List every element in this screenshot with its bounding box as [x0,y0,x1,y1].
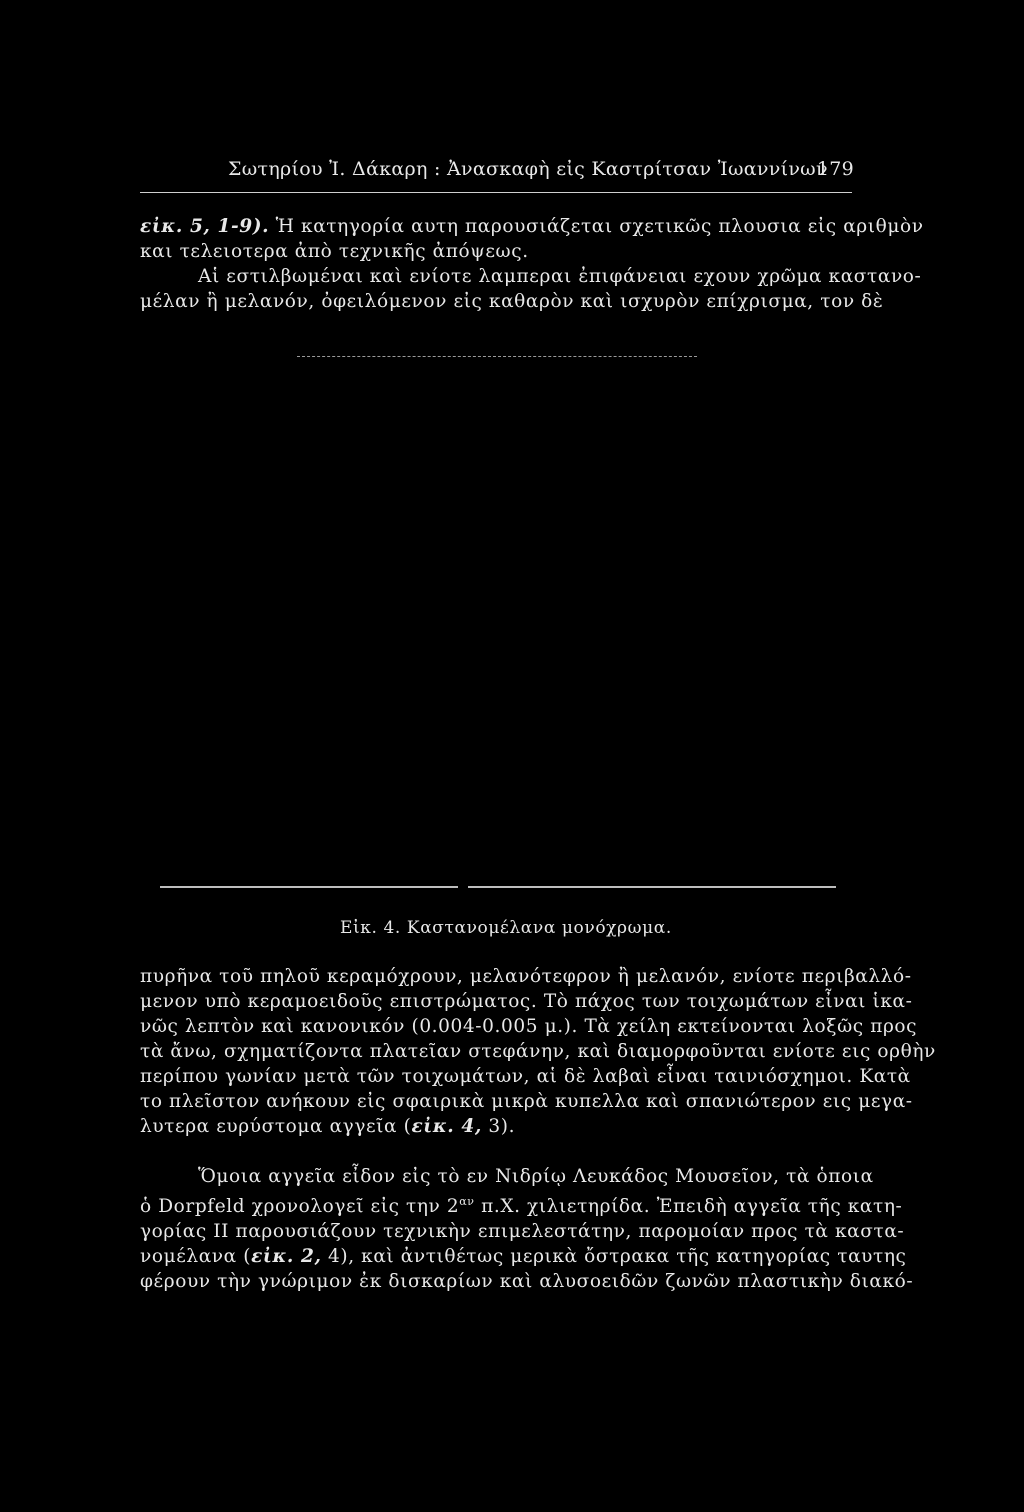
text-line: νῶς λεπτὸν καὶ κανονικόν (0.004-0.005 μ.). Τὰ χείλη εκτείνονται λοξῶς προς [140,1016,918,1037]
text-line: γορίας II παρουσιάζουν τεχνικὴν επιμελεστάτην, παρομοίαν προς τὰ καστα- [140,1221,905,1242]
text-span: 4), καὶ ἀντιθέτως μερικὰ ὄστρακα τῆς κατηγορίας ταυτης [321,1246,907,1267]
text-span: νομέλανα ( [140,1246,252,1267]
text-line: μέλαν ἢ μελανόν, ὀφειλόμενον εἰς καθαρὸν καὶ ισχυρὸν επίχρισμα, τον δὲ [140,291,884,312]
text-line [140,214,924,239]
text-line: και τελειοτερα ἀπὸ τεχνικῆς ἀπόψεως. [140,241,529,262]
text-line: το πλεῖστον ανήκουν εἰς σφαιρικὰ μικρὰ κυπελλα καὶ σπανιώτερον εις μεγα- [140,1091,913,1112]
text-line: περίπου γωνίαν μετὰ τῶν τοιχωμάτων, αἱ δὲ λαβαὶ εἶναι ταινιόσχημοι. Κατὰ [140,1066,911,1087]
page-number: 179 [816,158,854,180]
paragraph-last [140,1164,914,1294]
text-span: λυτερα ευρύστομα αγγεῖα ( [140,1116,412,1137]
running-head [228,158,854,180]
text-line: τὰ ἄνω, σχηματίζοντα πλατεῖαν στεφάνην, καὶ διαμορφοῦνται ενίοτε εις ορθὴν [140,1041,936,1062]
figure-caption: Εἰκ. 4. Καστανομέλανα μονόχρωμα. [340,918,672,938]
text-line: μενον υπὸ κεραμοειδοῦς επιστρώματος. Τὸ πάχος των τοιχωμάτων εἶναι ἱκα- [140,991,913,1012]
text-line [140,1189,903,1219]
figure-bottom-edge-right [468,886,836,888]
figure-4 [140,350,852,890]
text-line: πυρῆνα τοῦ πηλοῦ κεραμόχρουν, μελανότεφρον ἢ μελανόν, ενίοτε περιβαλλό- [140,966,912,987]
text-line [140,1114,852,1139]
paragraph-middle [140,964,936,1139]
figure-reference: εἰκ. 4, [411,1116,482,1137]
figure-bottom-edge-left [160,886,458,888]
figure-reference: εἰκ. 2, [251,1246,322,1267]
text-span: 3). [481,1116,516,1137]
text-line: φέρουν τὴν γνώριμον ἐκ δισκαρίων καὶ αλυσοειδῶν ζωνῶν πλαστικὴν διακό- [140,1271,914,1292]
header-rule [140,192,852,193]
text-span: π.Χ. χιλιετηρίδα. Ἐπειδὴ αγγεῖα τῆς κατη- [474,1196,903,1217]
text-line: Αἱ εστιλβωμέναι καὶ ενίοτε λαμπεραι ἐπιφάνειαι εχουν χρῶμα καστανο- [198,266,922,287]
text-span: Ἡ κατηγορία αυτη παρουσιάζεται σχετικῶς πλουσια εἰς αριθμὸν [269,216,924,237]
figure-top-edge [297,356,697,357]
superscript: αν [459,1195,475,1208]
paragraph-top [140,214,924,314]
figure-reference: εἰκ. 5, 1-9). [140,216,270,237]
text-span: ὁ Dorpfeld χρονολογεῖ εἰς την 2 [140,1196,460,1217]
running-head-title: Σωτηρίου Ἰ. Δάκαρη : Ἀνασκαφὴ εἰς Καστρίτσαν Ἰωαννίνων [228,158,828,180]
text-line [140,1244,907,1269]
text-line: Ὅμοια αγγεῖα εἶδον εἰς τὸ εν Νιδρίῳ Λευκάδος Μουσεῖον, τὰ ὁποια [198,1166,874,1187]
